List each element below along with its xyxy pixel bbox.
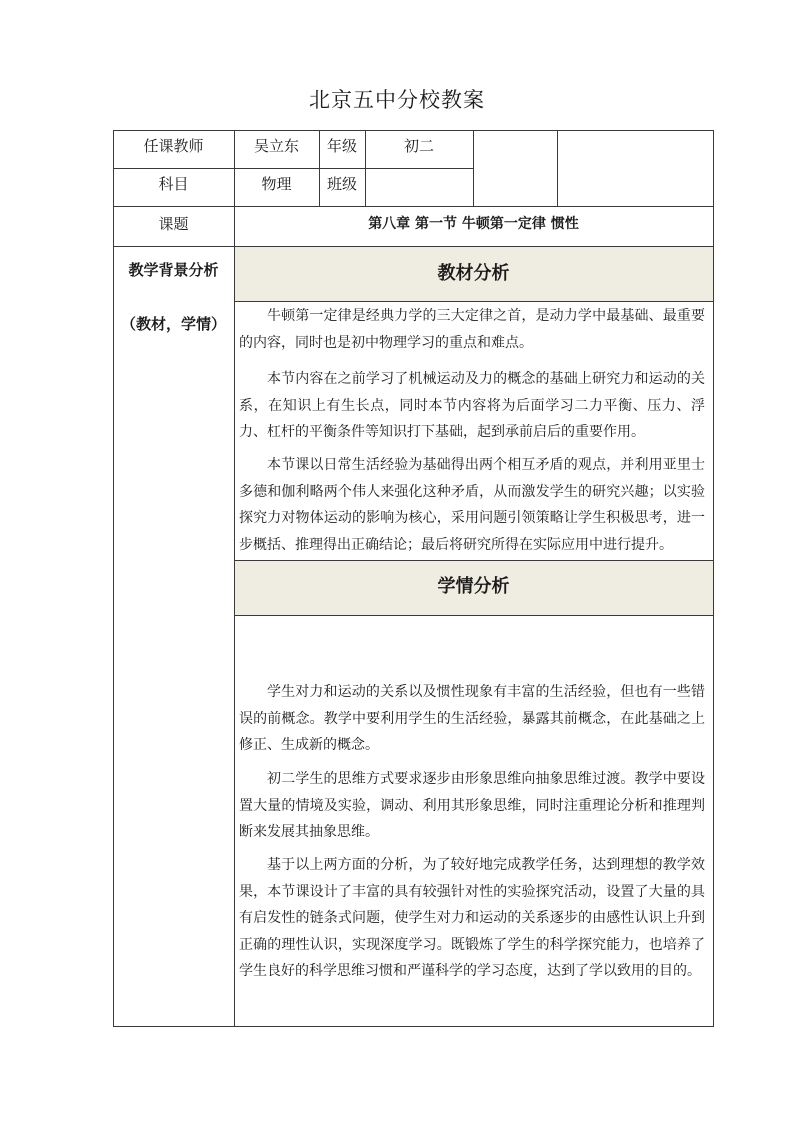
student-analysis-heading: 学情分析	[437, 576, 510, 597]
subject-label: 科目	[158, 175, 189, 193]
textbook-paragraph: 本节内容在之前学习了机械运动及力的概念的基础上研究力和运动的关系，在知识上有生长点，同时本节内容将为后面学习二力平衡、压力、浮力、杠杆的平衡条件等知识打下基础，起到承前启后的重要作用。	[239, 371, 705, 440]
teacher-label: 任课教师	[143, 137, 204, 155]
row-divider	[113, 246, 714, 247]
page-title: 北京五中分校教案	[309, 88, 485, 112]
grade-value: 初二	[403, 137, 434, 155]
row-divider	[234, 615, 714, 616]
row-divider	[234, 560, 714, 561]
class-label: 班级	[326, 175, 357, 193]
border-bottom	[113, 1026, 714, 1027]
col-divider	[473, 130, 474, 206]
border-right	[713, 130, 714, 1027]
row-divider	[113, 206, 714, 207]
topic-label: 课题	[158, 215, 189, 233]
col-divider	[557, 130, 558, 206]
grade-label: 年级	[326, 137, 357, 155]
textbook-analysis-heading: 教材分析	[437, 263, 510, 284]
topic-value: 第八章 第一节 牛顿第一定律 惯性	[368, 216, 579, 232]
teacher-name: 吴立东	[253, 137, 299, 155]
student-paragraph: 初二学生的思维方式要求逐步由形象思维向抽象思维过渡。教学中要设置大量的情境及实验，调动、利用其形象思维，同时注重理论分析和推理判断来发展其抽象思维。	[239, 771, 705, 840]
textbook-paragraph: 本节课以日常生活经验为基础得出两个相互矛盾的观点，并利用亚里士多德和伽利略两个伟人来强化这种矛盾，从而激发学生的研究兴趣；以实验探究力对物体运动的影响为核心，采用问题引领策略让学生积极思考，进一步概括、推理得出正确结论；最后将研究所得在实际应用中进行提升。	[239, 457, 705, 553]
row-divider	[234, 301, 714, 302]
student-paragraph: 基于以上两方面的分析，为了较好地完成教学任务，达到理想的教学效果，本节课设计了丰富的具有较强针对性的实验探究活动，设置了大量的具有启发性的链条式问题，使学生对力和运动的关系逐步的由感性认识上升到正确的理性认识，实现深度学习。既锻炼了学生的科学探究能力，也培养了学生良好的科学思维习惯和严谨科学的学习态度，达到了学以致用的目的。	[239, 857, 705, 979]
row-divider	[113, 168, 473, 169]
textbook-paragraph: 牛顿第一定律是经典力学的三大定律之首，是动力学中最基础、最重要的内容，同时也是初中物理学习的重点和难点。	[239, 308, 705, 351]
subject-value: 物理	[261, 175, 292, 193]
background-analysis-label: 教学背景分析	[128, 261, 219, 279]
border-top	[113, 130, 714, 131]
background-analysis-sublabel: （教材，学情）	[120, 315, 226, 333]
student-paragraph: 学生对力和运动的关系以及惯性现象有丰富的生活经验，但也有一些错误的前概念。教学中要利用学生的生活经验，暴露其前概念，在此基础之上修正、生成新的概念。	[239, 684, 705, 753]
lesson-plan-table	[113, 130, 713, 1027]
